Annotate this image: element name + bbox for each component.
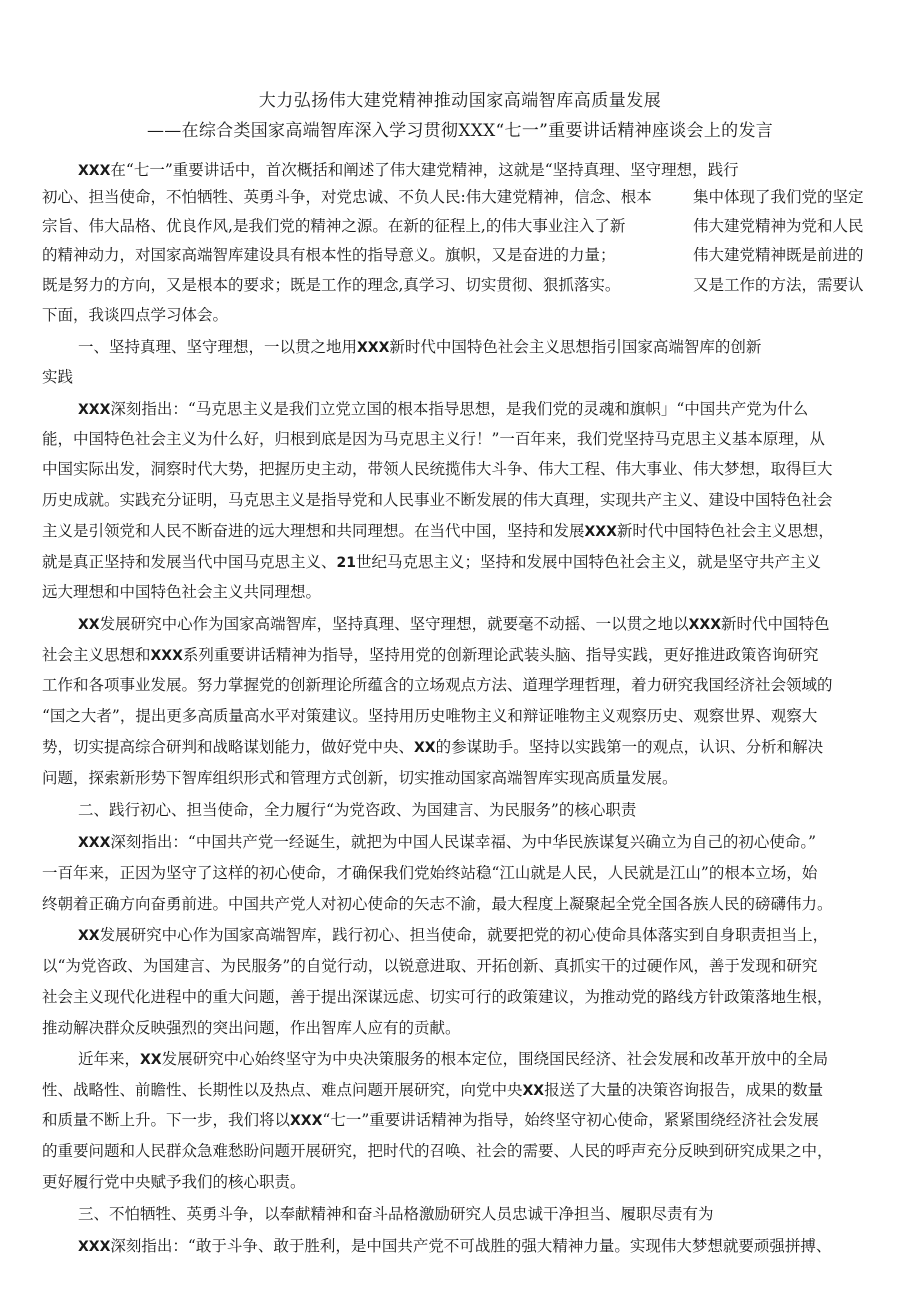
text-line: 一百年来，正因为坚守了这样的初心使命，才确保我们党始终站稳“江山就是人民，人民就是江山”的根本立场，始 — [42, 864, 818, 882]
text-line: 以“为党咨政、为国建言、为民服务”的自觉行动，以锐意进取、开拓创新、真抓实干的过硬作风，善于发现和研究 — [42, 957, 818, 975]
text-line: 伟大建党精神为党和人民 — [693, 217, 864, 235]
text-line: 推动解决群众反映强烈的突出问题，作出智库人应有的贡献。 — [42, 1019, 461, 1037]
text-line: XX发展研究中心作为国家高端智库，坚持真理、坚守理想，就要毫不动摇、一以贯之地以XXX新时代中国特色 — [78, 615, 830, 633]
text-line: 二、践行初心、担当使命，全力履行“为党咨政、为国建言、为民服务”的核心职责 — [78, 801, 637, 819]
text-line: 终朝着正确方向奋勇前进。中国共产党人对初心使命的矢志不渝，最大程度上凝聚起全党全国各族人民的磅礴伟力。 — [42, 895, 833, 913]
text-line: 既是努力的方向，又是根本的要求；既是工作的理念,真学习、切实贯彻、狠抓落实。 — [42, 276, 621, 294]
text-line: 就是真正坚持和发展当代中国马克思主义、21世纪马克思主义；坚持和发展中国特色社会主义，就是坚守共产主义 — [42, 553, 822, 571]
text-line: 势，切实提高综合研判和战略谋划能力，做好党中央、XX的参谋助手。坚持以实践第一的观点，认识、分析和解决 — [42, 738, 824, 756]
text-line: 初心、担当使命，不怕牺牲、英勇斗争，对党忠诚、不负人民:伟大建党精神，信念、根本 — [42, 188, 652, 206]
text-line: 的精神动力，对国家高端智库建设具有根本性的指导意义。旗帜，又是奋进的力量； — [42, 246, 616, 264]
text-line: 宗旨、伟大品格、优良作风,是我们党的精神之源。在新的征程上,的伟大事业注入了新 — [42, 217, 626, 235]
text-line: 一、坚持真理、坚守理想，一以贯之地用XXX新时代中国特色社会主义思想指引国家高端智库的创新 — [78, 338, 762, 356]
text-line: “国之大者”，提出更多高质量高水平对策建议。坚持用历史唯物主义和辩证唯物主义观察历史、观察世界、观察大 — [42, 707, 818, 725]
text-line: 性、战略性、前瞻性、长期性以及热点、难点问题开展研究，向党中央XX报送了大量的决策咨询报告，成果的数量 — [42, 1081, 824, 1099]
text-line: XXX在“七一”重要讲话中，首次概括和阐述了伟大建党精神，这就是“坚持真理、坚守理想，践行 — [78, 161, 739, 179]
text-line: 社会主义现代化进程中的重大问题，善于提出深谋远虑、切实可行的政策建议，为推动党的路线方针政策落地生根， — [42, 988, 833, 1006]
document-subtitle: ——在综合类国家高端智库深入学习贯彻XXX“七一”重要讲话精神座谈会上的发言 — [146, 121, 774, 141]
text-line: 问题，探索新形势下智库组织形式和管理方式创新，切实推动国家高端智库实现高质量发展。 — [42, 769, 678, 787]
document-title: 大力弘扬伟大建党精神推动国家高端智库高质量发展 — [258, 91, 662, 111]
text-line: 下面，我谈四点学习体会。 — [42, 306, 229, 324]
text-line: XX发展研究中心作为国家高端智库，践行初心、担当使命，就要把党的初心使命具体落实到自身职责担当上， — [78, 926, 829, 944]
text-line: 能，中国特色社会主义为什么好，归根到底是因为马克思主义行！”一百年来，我们党坚持马克思主义基本原理，从 — [42, 430, 825, 448]
text-line: 社会主义思想和XXX系列重要讲话精神为指导，坚持用党的创新理论武装头脑、指导实践，更好推进政策咨询研究 — [42, 646, 819, 664]
text-line: XXX深刻指出：“敢于斗争、敢于胜利，是中国共产党不可战胜的强大精神力量。实现伟大梦想就要顽强拼搏、 — [78, 1237, 832, 1255]
text-line: 主义是引领党和人民不断奋进的远大理想和共同理想。在当代中国，坚持和发展XXX新时代中国特色社会主义思想， — [42, 522, 834, 540]
text-line: 历史成就。实践充分证明，马克思主义是指导党和人民事业不断发展的伟大真理，实现共产主义、建设中国特色社会 — [42, 491, 833, 509]
text-line: 中国实际出发，洞察时代大势，把握历史主动，带领人民统揽伟大斗争、伟大工程、伟大事业、伟大梦想，取得巨大 — [42, 460, 833, 478]
text-line: XXX深刻指出：“马克思主义是我们立党立国的根本指导思想，是我们党的灵魂和旗帜」“中国共产党为什么 — [78, 400, 809, 418]
text-line: 又是工作的方法，需要认 — [693, 276, 864, 294]
text-line: 集中体现了我们党的坚定 — [693, 188, 864, 206]
text-line: 工作和各项事业发展。努力掌握党的创新理论所蕴含的立场观点方法、道理学理哲理，着力研究我国经济社会领域的 — [42, 676, 833, 694]
text-line: 三、不怕牺牲、英勇斗争，以奉献精神和奋斗品格激励研究人员忠诚干净担当、履职尽责有为 — [78, 1205, 714, 1223]
text-line: 的重要问题和人民群众急难愁盼问题开展研究，把时代的召唤、社会的需要、人民的呼声充分反映到研究成果之中， — [42, 1142, 833, 1160]
text-line: 和质量不断上升。下一步，我们将以XXX“七一”重要讲话精神为指导，始终坚守初心使命，紧紧围绕经济社会发展 — [42, 1111, 819, 1129]
text-line: 实践 — [42, 368, 74, 386]
text-line: 伟大建党精神既是前进的 — [693, 246, 864, 264]
text-line: 近年来，XX发展研究中心始终坚守为中央决策服务的根本定位，围绕国民经济、社会发展和改革开放中的全局 — [78, 1050, 829, 1068]
text-line: XXX深刻指出：“中国共产党一经诞生，就把为中国人民谋幸福、为中华民族谋复兴确立为自己的初心使命。” — [78, 833, 816, 851]
text-line: 远大理想和中国特色社会主义共同理想。 — [42, 583, 322, 601]
text-line: 更好履行党中央赋予我们的核心职责。 — [42, 1173, 306, 1191]
